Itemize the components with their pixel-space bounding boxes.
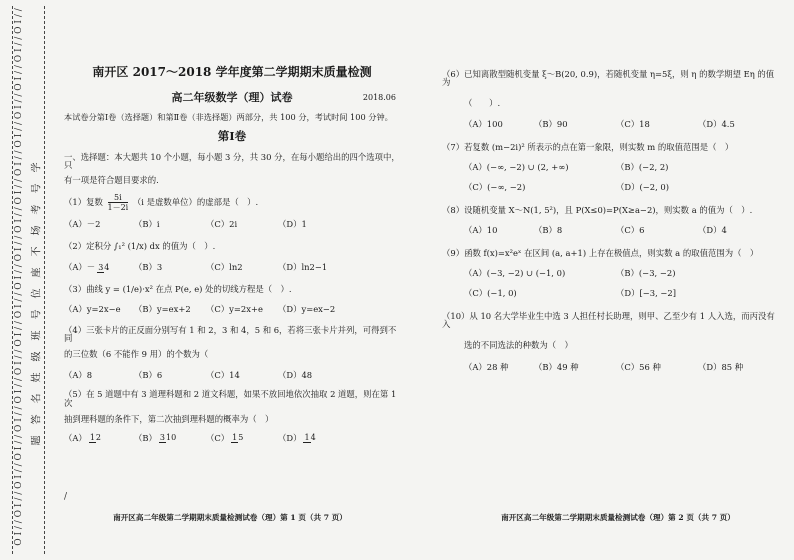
q9-option-a: （A）(−3, −2) ∪ (−1, 0): [464, 268, 566, 279]
q10-option-d: （D）85 种: [698, 362, 744, 373]
binding-field-char: 答: [31, 414, 43, 425]
question-6: [442, 70, 782, 129]
q2-option-a-pre: （A）－: [64, 262, 96, 273]
q5-option-a-den: 2: [95, 433, 101, 443]
question-8: [442, 206, 782, 235]
q5-option-c-num: 1: [232, 433, 238, 443]
question-4: [64, 326, 400, 380]
exam-note: 本试卷分第Ⅰ卷（选择题）和第Ⅱ卷（非选择题）两部分，共 100 分，考试时间 100 分钟。: [64, 112, 393, 122]
question-3-stem: （3）曲线 y = (1/e)·x² 在点 P(e, e) 处的切线方程是（ ）.: [64, 283, 292, 294]
q9-option-c: （C）(−1, 0): [464, 288, 517, 299]
question-10: [442, 312, 782, 372]
q2-option-a: [64, 263, 134, 273]
footer-page-1: 南开区高二年级第二学期期末质量检测试卷（理）第 1 页（共 7 页）: [113, 513, 347, 522]
binding-field-char: 班: [31, 330, 43, 341]
q4-option-d: （D）48: [278, 369, 313, 380]
binding-margin: [0, 0, 62, 560]
q5-option-b-num: 3: [159, 433, 165, 443]
section-line-1: 一、选择题：本大题共 10 个小题，每小题 3 分，共 30 分，在每小题给出的四个选项中，只: [64, 151, 400, 171]
q2-option-d: （D）ln2−1: [278, 261, 328, 272]
binding-field-char: 号: [31, 183, 43, 194]
q10-option-b: （B）49 种: [534, 362, 579, 373]
q5-option-d-label: （D）: [278, 432, 302, 443]
q1-option-d: （D）1: [278, 218, 307, 229]
q1-option-a: （A）－2: [64, 218, 101, 229]
q5-option-a-num: 1: [89, 433, 95, 443]
exam-date: 2018.06: [362, 93, 396, 102]
question-2-options: [64, 263, 400, 273]
question-9-stem: （9）函数 f(x)=x²eˣ 在区间 (a, a+1) 上存在极值点，则实数 a 的取值范围为（ ）: [442, 247, 759, 258]
q6-option-b: （B）90: [534, 119, 568, 130]
q5-option-d: [278, 433, 318, 443]
binding-field-char: 考: [31, 204, 43, 215]
q5-option-d-fraction: [303, 433, 315, 443]
q1-post: （i 是虚数单位）的虚部是（ ）.: [132, 196, 259, 207]
question-8-stem: （8）设随机变量 X～N(1, 5²)，且 P(X≤0)=P(X≥a−2)，则实数 a 的值为（ ）.: [442, 204, 753, 215]
binding-field-char: 名: [31, 393, 43, 404]
binding-field-char: 座: [31, 267, 43, 278]
page-2: [442, 70, 782, 372]
q5-option-b-fraction: [159, 433, 176, 443]
volume-title: 第Ⅰ卷: [217, 129, 247, 144]
q8-option-a: （A）10: [464, 225, 498, 236]
q2-option-c: （C）ln2: [206, 261, 243, 272]
q5-option-c-den: 5: [238, 433, 244, 443]
q2-option-a-num: 3: [98, 262, 104, 272]
question-5-line-1: （5）在 5 道题中有 3 道理科题和 2 道文科题，如果不放回地依次抽取 2 道题，则在第 1 次: [64, 389, 397, 408]
q5-option-c-fraction: [231, 433, 243, 443]
question-10-options: [442, 363, 782, 371]
question-6-line-2: （ ）.: [464, 97, 501, 108]
q1-fraction: [108, 193, 129, 212]
question-10-line-1: （10）从 10 名大学毕业生中选 3 人担任村长助理，则甲、乙至少有 1 人入选，而丙没有入: [442, 310, 775, 330]
question-9: [442, 249, 782, 298]
binding-field-char: 学: [31, 162, 43, 173]
q3-option-a: （A）y=2x−e: [64, 304, 121, 315]
question-10-line-2: 选的不同选法的种数为（ ）: [464, 339, 573, 350]
question-7-stem: （7）若复数 (m−2i)² 所表示的点在第一象限，则实数 m 的取值范围是（ ）: [442, 141, 734, 152]
binding-field-char: 场: [31, 225, 43, 236]
q5-option-b: [134, 433, 206, 443]
q8-option-b: （B）8: [534, 225, 563, 236]
q10-option-a: （A）28 种: [464, 362, 509, 373]
q5-option-a: [64, 433, 134, 443]
question-2: [64, 242, 400, 272]
question-2-stem: （2）定积分 ∫₁² (1/x) dx 的值为（ ）.: [64, 241, 216, 252]
q6-option-c: （C）18: [616, 119, 650, 130]
q8-option-d: （D）4: [698, 225, 727, 236]
question-9-options-row-1: [442, 269, 782, 277]
q10-option-c: （C）56 种: [616, 362, 661, 373]
question-7-options-row-2: [442, 183, 782, 191]
q6-option-a: （A）100: [464, 119, 503, 130]
binding-field-char: 级: [31, 351, 43, 362]
q7-option-d: （D）(−2, 0): [616, 182, 669, 193]
binding-field-char: 号: [31, 309, 43, 320]
question-8-options: [442, 226, 782, 234]
q5-option-d-den: 4: [310, 433, 316, 443]
question-5: [64, 390, 400, 443]
question-3-options: [64, 305, 400, 313]
binding-seal-marks: O I / / O I / / O I / / O I / / O I / / O I / / O I / / O I / / O I / / O I / / O I / / O I / / O I / / O I / / O I / / O I / / O I / / O I / / O I / /: [13, 8, 24, 546]
question-7: [442, 143, 782, 192]
q5-option-c-label: （C）: [206, 432, 230, 443]
question-1: [64, 193, 400, 228]
question-6-options: [442, 120, 782, 128]
footer-page-2: 南开区高二年级第二学期期末质量检测试卷（理）第 2 页（共 7 页）: [501, 513, 735, 522]
q1-num: 5i: [108, 193, 129, 203]
section-instructions: [64, 153, 400, 184]
q3-option-d: （D）y=ex−2: [278, 304, 336, 315]
q5-option-b-label: （B）: [134, 432, 157, 443]
question-4-line-2: 的三位数（6 不能作 9 用）的个数为（: [64, 349, 209, 360]
q3-option-b: （B）y=ex+2: [134, 304, 191, 315]
q8-option-c: （C）6: [616, 225, 645, 236]
q6-option-d: （D）4.5: [698, 119, 735, 130]
exam-subtitle: [64, 92, 400, 103]
q1-option-c: （C）2i: [206, 218, 238, 229]
q5-option-a-label: （A）: [64, 432, 87, 443]
question-6-line-1: （6）已知离散型随机变量 ξ～B(20, 0.9)，若随机变量 η=5ξ，则 η 的数学期望 Eη 的值为: [442, 69, 775, 88]
question-1-stem: [64, 193, 400, 212]
page-1: [64, 60, 400, 443]
question-1-options: [64, 220, 400, 228]
section-line-2: 有一项是符合题目要求的.: [64, 174, 159, 185]
q5-option-c: [206, 433, 278, 443]
question-4-options: [64, 371, 400, 379]
q1-option-b: （B）i: [134, 218, 160, 229]
pen-mark: /: [64, 492, 68, 502]
exam-title: 南开区 2017～2018 学年度第二学期期末质量检测: [92, 65, 372, 79]
question-9-options-row-2: [442, 289, 782, 297]
q4-option-b: （B）6: [134, 369, 163, 380]
question-5-options: [64, 433, 400, 443]
q7-option-a: （A）(−∞, −2) ∪ (2, +∞): [464, 162, 569, 173]
q5-option-b-den: 10: [166, 433, 177, 443]
question-7-options-row-1: [442, 163, 782, 171]
question-4-line-1: （4）三张卡片的正反面分别写有 1 和 2，3 和 4，5 和 6，若将三张卡片并列，可得到不同: [64, 324, 397, 343]
q5-option-a-fraction: [89, 433, 101, 443]
question-3: [64, 285, 400, 314]
q4-option-a: （A）8: [64, 369, 93, 380]
subtitle-text: 高二年级数学（理）试卷: [171, 91, 293, 104]
q9-option-d: （D）[−3, −2]: [616, 288, 677, 299]
q5-option-d-num: 1: [304, 433, 310, 443]
q7-option-c: （C）(−∞, −2): [464, 182, 526, 193]
question-5-line-2: 抽到理科题的条件下，第二次抽到理科题的概率为（ ）: [64, 413, 274, 424]
binding-field-char: 姓: [31, 372, 43, 383]
q2-option-a-fraction: [97, 263, 109, 273]
binding-dash-line-inner: [44, 6, 45, 554]
binding-field-char: 不: [31, 246, 43, 257]
q2-option-b: （B）3: [134, 261, 163, 272]
binding-field-char: 题: [31, 435, 43, 446]
binding-field-char: 位: [31, 288, 43, 299]
q3-option-c: （C）y=2x+e: [206, 304, 263, 315]
q1-den: 1－2i: [107, 202, 129, 212]
q7-option-b: （B）(−2, 2): [616, 162, 669, 173]
q9-option-b: （B）(−3, −2): [616, 268, 676, 279]
q1-pre: （1）复数: [64, 196, 103, 207]
q4-option-c: （C）14: [206, 369, 240, 380]
q2-option-a-den: 4: [104, 262, 110, 272]
